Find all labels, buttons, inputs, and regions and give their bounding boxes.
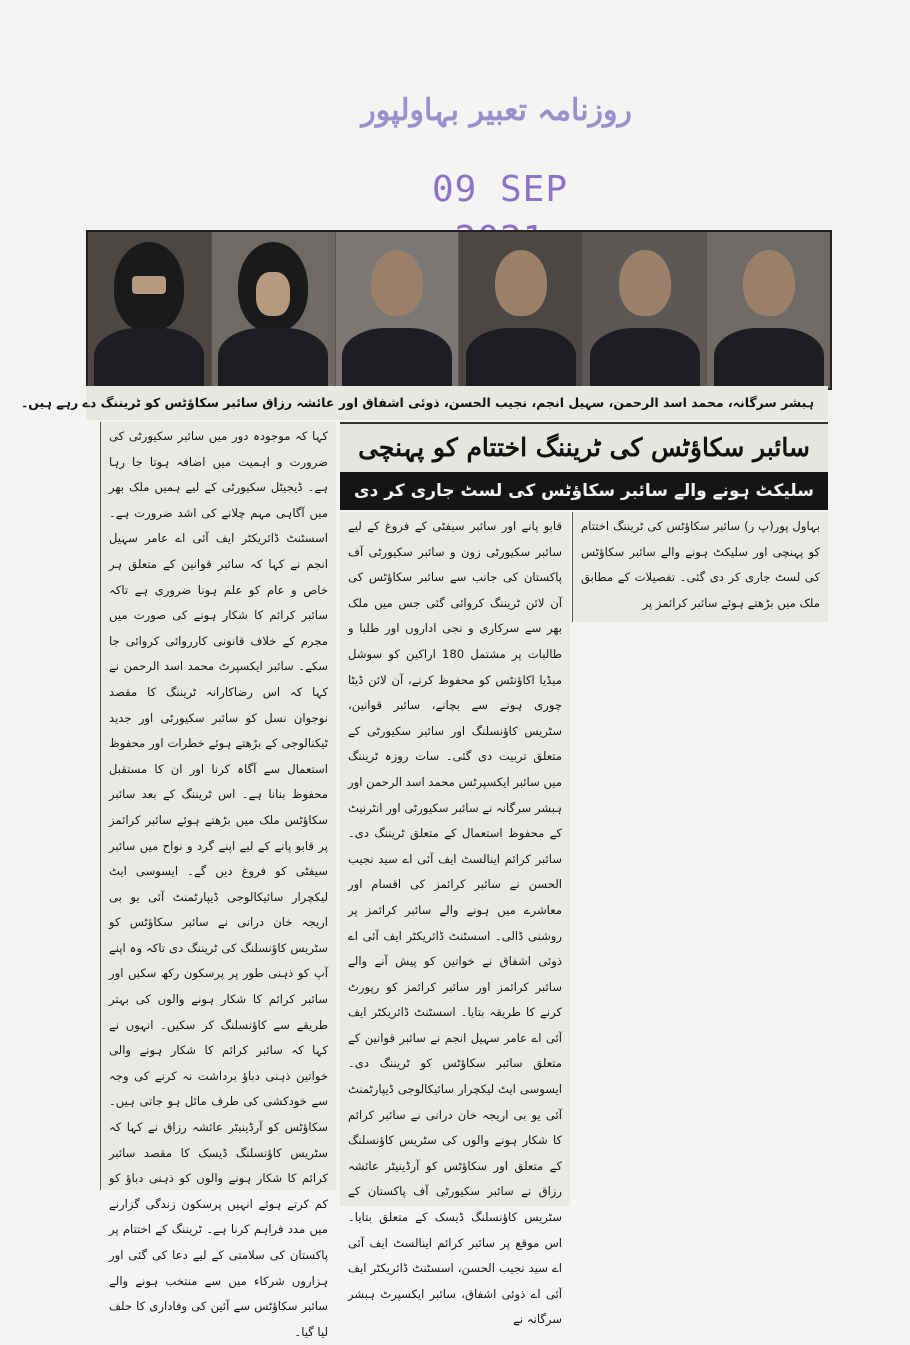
person-1-face (132, 276, 166, 294)
photo-person-3 (336, 232, 460, 388)
person-2-face (256, 272, 290, 316)
photo-person-5 (583, 232, 707, 388)
article-subheadline: سلیکٹ ہونے والے سائبر سکاؤٹس کی لسٹ جاری کر دی (340, 472, 828, 510)
person-5-head (619, 250, 671, 316)
photo-person-6 (707, 232, 830, 388)
person-4-head (495, 250, 547, 316)
article-column-middle: قابو پانے اور سائبر سیفٹی کے فروغ کے لیے سائبر سکیورٹی زون و سائبر سکیورٹی آف پاکستان کی جانب سے سائبر سکاؤٹس کی آن لائن ٹریننگ کروائی گئی جس میں ملک بھر سے سرکاری و نجی اداروں اور طلبا و طالبات پر مشتمل 180 اراکین کو سوشل میڈیا اکاؤنٹس کو محفوظ کرنے، آن لائن ڈیٹا چوری ہونے سے بچانے، سائبر قوانین، سٹریس کاؤنسلنگ اور سائبر سکیورٹی کے متعلق تربیت دی گئی۔ سات روزہ ٹریننگ میں سائبر ایکسپرٹس محمد اسد الرحمن اور ہبشر سرگانہ نے سائبر سکیورٹی اور انٹرنیٹ کے محفوظ استعمال کے متعلق ٹریننگ دی۔ سائبر کرائم اینالسٹ ایف آئی اے سید نجیب الحسن نے سائبر کرائمز کی اقسام اور معاشرے میں ہونے والے سائبر کرائمز پر روشنی ڈالی۔ اسسٹنٹ ڈائریکٹر ایف آئی اے ذوئی اشفاق نے خواتین کو پیش آنے والے سائبر کرائمز اور سائبر کرائمز کو رپورٹ کرنے کا طریقہ بتایا۔ اسسٹنٹ ڈائریکٹر ایف آئی اے عامر سہیل انجم نے سائبر قوانین کے متعلق سائبر سکاؤٹس کو ٹریننگ دی۔ ایسوسی ایٹ لیکچرار سائیکالوجی ڈیپارٹمنٹ آئی یو بی اریجہ خان درانی نے سائبر کرائم کا شکار ہونے والوں کی سٹریس کاؤنسلنگ کے متعلق اور سکاؤٹس کو آرڈینیٹر عائشہ رزاق نے سائبر سکیورٹی آف پاکستان کے سٹریس کاؤنسلنگ ڈیسک کے متعلق بتایا۔ اس موقع پر سائبر کرائم اینالسٹ ایف آئی اے سید نجیب الحسن، اسسٹنٹ ڈائریکٹر ایف آئی اے ذوئی اشفاق، سائبر ایکسپرٹ ہبشر سرگانہ نے (340, 512, 570, 1206)
article-column-left: کہا کہ موجودہ دور میں سائبر سکیورٹی کی ضرورت و اہمیت میں اضافہ ہوتا جا رہا ہے۔ ڈیجیٹل سکیورٹی کے لیے ہمیں ملک بھر میں آگاہی مہم چلانے کی اشد ضرورت ہے۔ اسسٹنٹ ڈائریکٹر ایف آئی اے عامر سہیل انجم نے کہا کہ سائبر قوانین کے متعلق ہر خاص و عام کو علم ہونا ضروری ہے تاکہ سائبر کرائم کا شکار ہونے کی صورت میں مجرم کے خلاف قانونی کارروائی کروائی جا سکے۔ سائبر ایکسپرٹ محمد اسد الرحمن نے کہا کہ اس رضاکارانہ ٹریننگ کا مقصد نوجوان نسل کو سائبر سکیورٹی اور جدید ٹیکنالوجی کے بڑھتے ہوئے خطرات اور محفوظ استعمال سے آگاہ کرنا اور ان کا مستقبل محفوظ بنانا ہے۔ اس ٹریننگ کے بعد سائبر سکاؤٹس ملک میں بڑھتے ہوئے سائبر کرائمز پر قابو پانے کے لیے اپنے گرد و نواح میں سائبر سیفٹی کو فروغ دیں گے۔ ایسوسی ایٹ لیکچرار سائیکالوجی ڈیپارٹمنٹ آئی یو بی اریجہ خان درانی نے سائبر سکاؤٹس کو سٹریس کاؤنسلنگ کی ٹریننگ دی تاکہ وہ اپنے آپ کو ذہنی طور پر پرسکون رکھ سکیں اور سائبر کرائم کا شکار ہونے والوں کی بہتر طریقے سے کاؤنسلنگ کر سکیں۔ انہوں نے کہا کہ سائبر کرائم کا شکار ہونے والی خواتین ذہنی دباؤ برداشت نہ کرنے کی وجہ سے خودکشی کی طرف مائل ہو جاتی ہیں۔ سکاؤٹس کو آرڈینیٹر عائشہ رزاق نے کہا کہ سٹریس کاؤنسلنگ ڈیسک کا مقصد سائبر کرائم کا شکار ہونے والوں کو ذہنی دباؤ کو کم کرتے ہوئے انہیں پرسکون زندگی گزارنے میں مدد فراہم کرنا ہے۔ ٹریننگ کے اختتام پر پاکستان کی سلامتی کے لیے دعا کی گئی اور ہزاروں شرکاء میں سے منتخب ہونے والے سائبر سکاؤٹس سے آئین کی وفاداری کا حلف لیا گیا۔ (100, 422, 336, 1190)
photo-person-1 (88, 232, 212, 388)
photo-strip (86, 230, 832, 390)
person-2-headscarf (238, 242, 308, 332)
date-stamp: 09 SEP (431, 169, 569, 210)
photo-person-2 (212, 232, 336, 388)
person-6-head (743, 250, 795, 316)
article-headline: سائبر سکاؤٹس کی ٹریننگ اختتام کو پہنچی (340, 422, 828, 472)
article-column-right: بہاول پور(پ ر) سائبر سکاؤٹس کی ٹریننگ اختتام کو پہنچی اور سلیکٹ ہونے والے سائبر سکاؤٹس کی لسٹ جاری کر دی گئی۔ تفصیلات کے مطابق ملک میں بڑھتے ہوئے سائبر کرائمز پر (572, 512, 828, 622)
publication-stamp: روزنامہ تعبیر بہاولپور (361, 93, 632, 128)
photo-person-4 (459, 232, 583, 388)
photo-caption: ہبشر سرگانہ، محمد اسد الرحمن، سہیل انجم، نجیب الحسن، ذوئی اشفاق اور عائشہ رزاق سائبر سکاؤٹس کو ٹریننگ دے رہے ہیں۔ (86, 386, 828, 420)
person-3-head (371, 250, 423, 316)
person-1-headscarf (114, 242, 184, 332)
